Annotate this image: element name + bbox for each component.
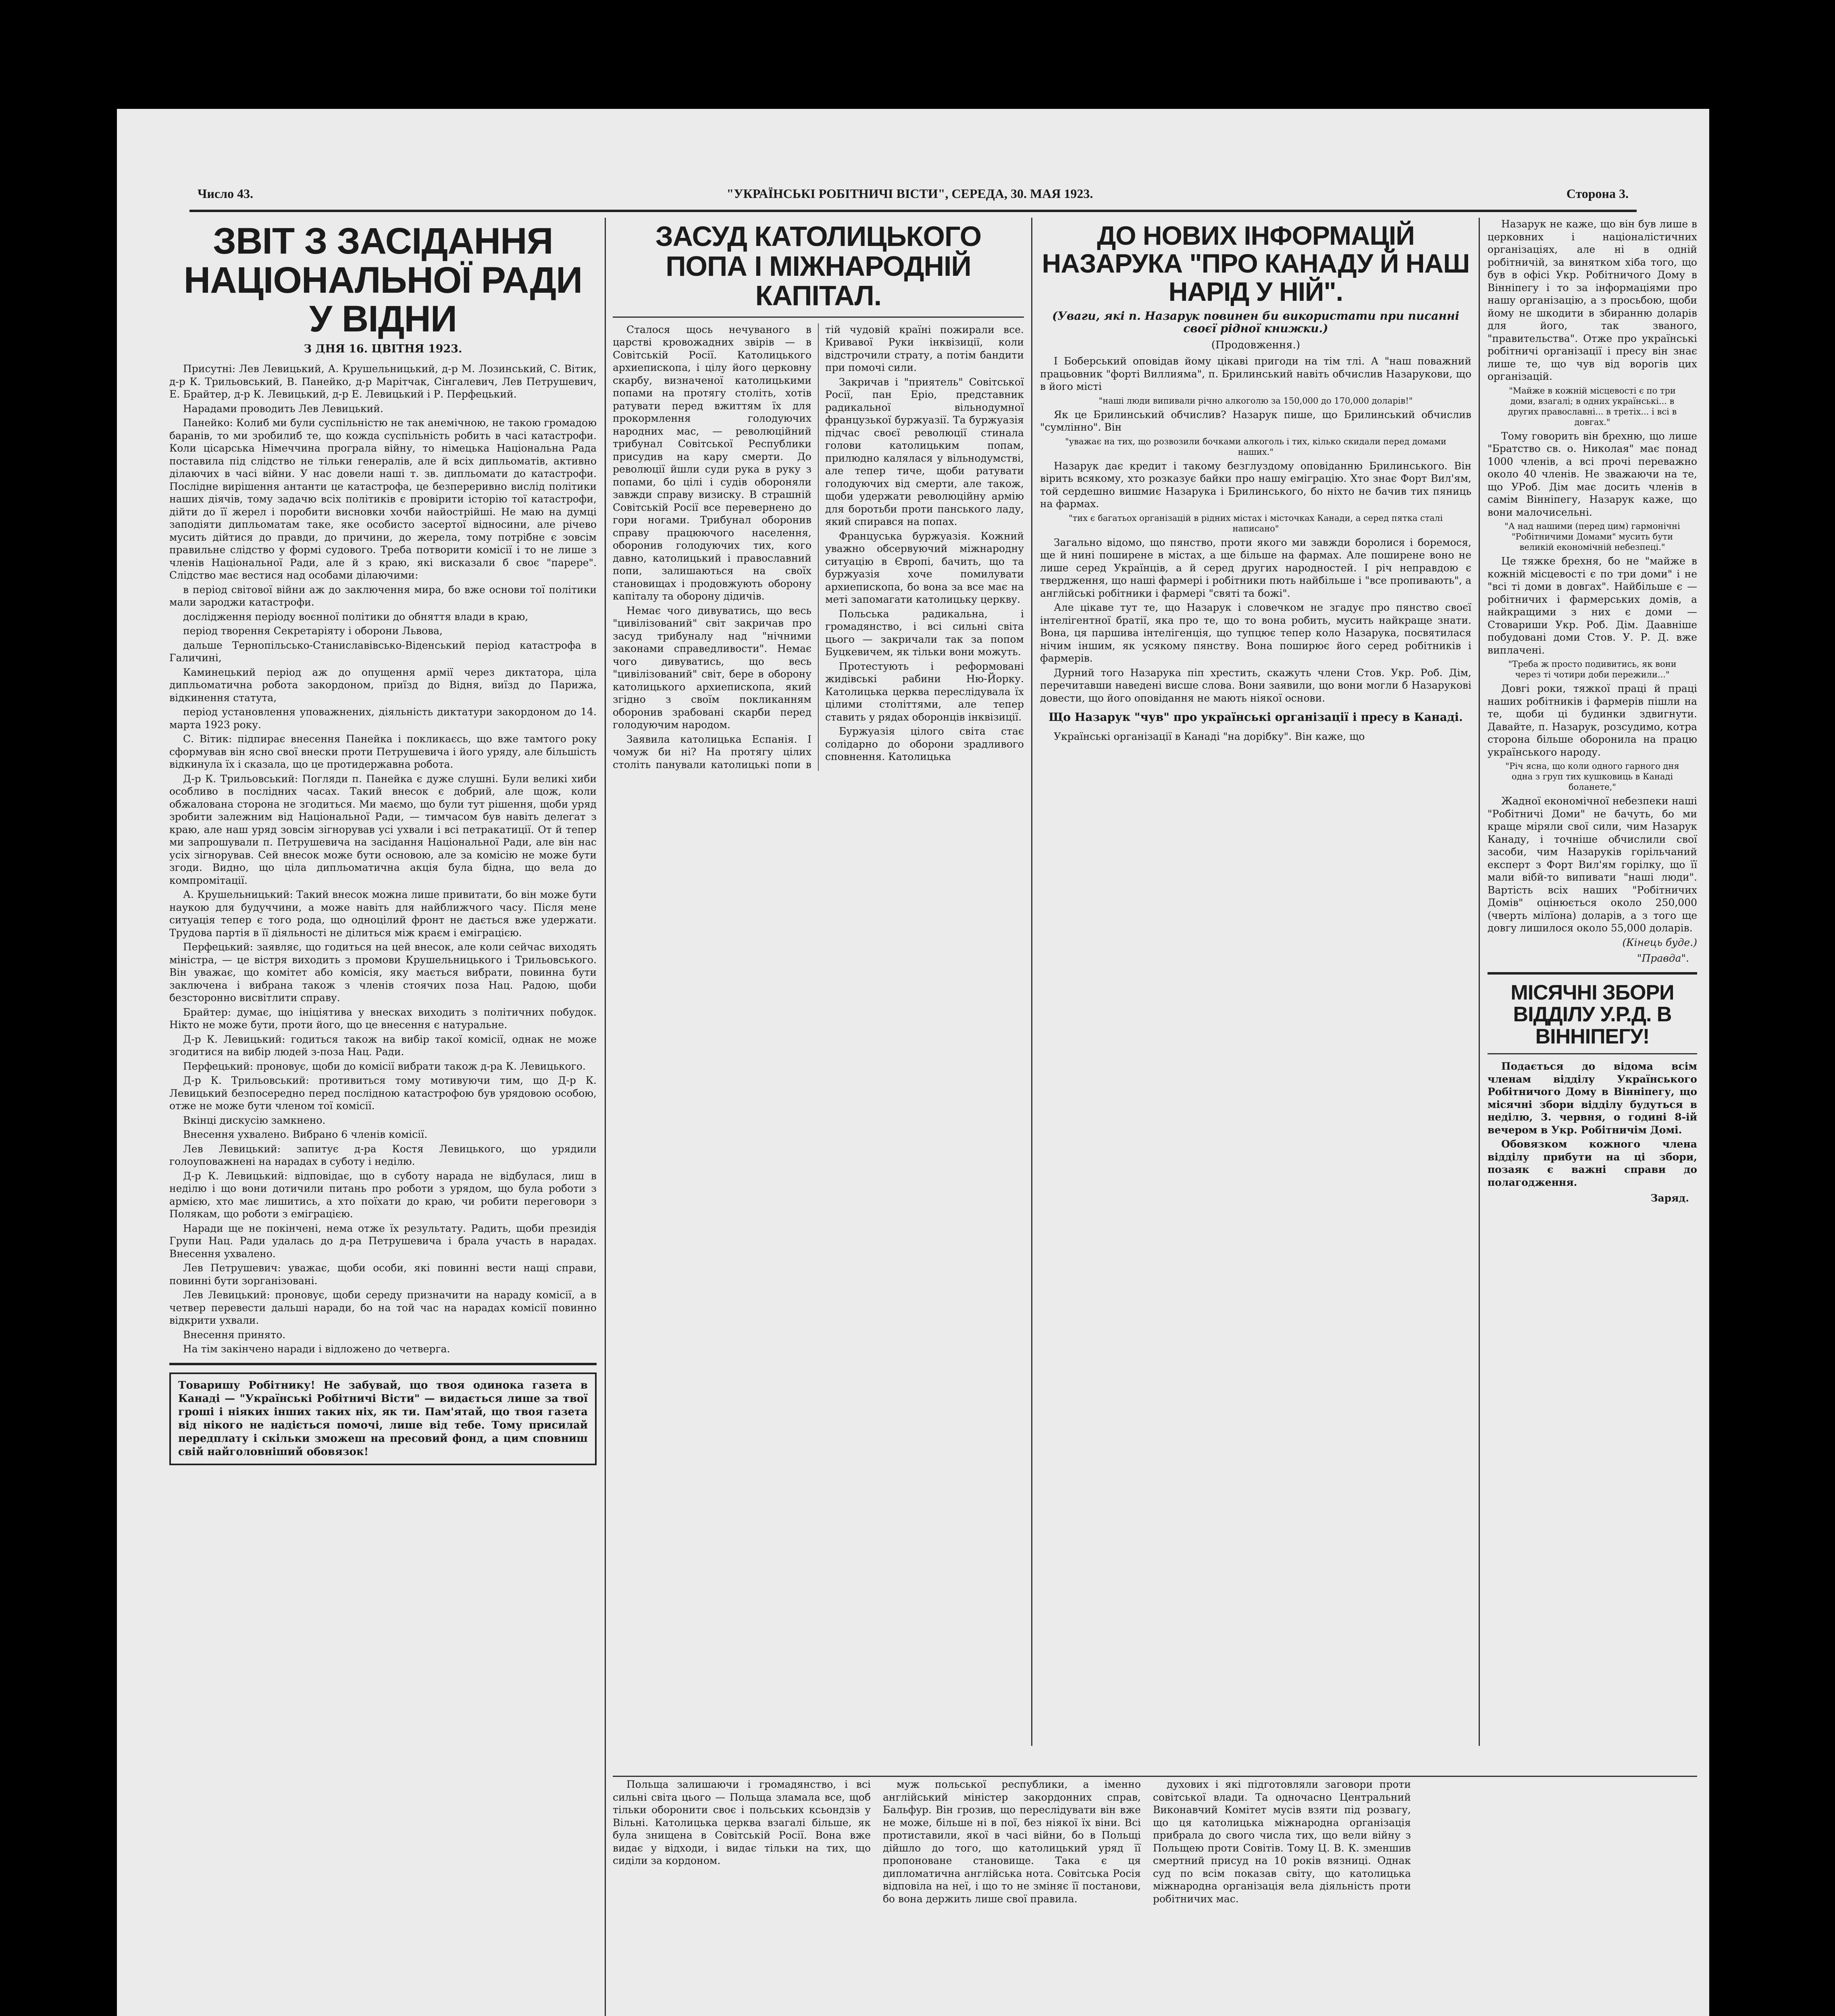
paragraph: Жадної економічної небезпеки наші "Робітничі Доми" не бачуть, бо ми краще міряли свої сили, чим Назарук Канаду, і точніше обчислили свої засоби, чим Назаруків горільчаний експерт з Форт Вил'ям горілку, що її мали вібй-то випивати "наші люди". Вартість всіх наших "Робітничих Домів" оцінюється около 250,000 (чверть мілїона) доларів, а з того ще довгу лишилося около 55,000 доларів. — [1488, 795, 1697, 934]
divider — [169, 1363, 597, 1365]
quotation: "А над нашими (перед цим) гармонічні "Робітничими Домами" мусить бути великій економічній небезпеці." — [1504, 521, 1680, 552]
paragraph: Панейко: Колиб ми були суспільністю не так анемічною, не такою громадою баранів, то ми зробилиб те, що кожда суспільність робить в часі катастрофи. Коли цісарська Німеччина програла війну, то німецька Національна Рада поставила під слідство не тільки генералів, але й всіх дипльоматів, активно ділаючих в часі війни. У нас довели наші т. зв. дипльомати до катастрофи. Послідне вирішення антанти це катастрофа, це безпереривно вислід політики наших діячів, тому задачю всіх політиків є провірити історію тої катастрофи, дійти до її жерел і поробити висновки хочби найострійші. Не маю на думці заподіяти дипльоматам таке, яке особисто засертої відносини, але річево мусить дійтися до правди, до причини, до жерела, тому потрібне є зовсім правильне слідство у формі судового. Треба потворити комісії і то не лише з членів Національної Ради, але й з краю, які висказали б своє "парере". Слідство має вестися над особами ділаючими: — [169, 417, 597, 581]
page-number: Сторона 3. — [1566, 186, 1629, 201]
meeting-signature: Заряд. — [1650, 1192, 1689, 1204]
paragraph: Лев Петрушевич: уважає, щоби особи, які повинні вести нащі справи, повинні бути зорганізовані. — [169, 1262, 597, 1287]
paragraph: Буржуазія цілого світа стає солідарно до оборони зрадливого сповнення. Католицька — [825, 725, 1024, 762]
paragraph: Каминецький період аж до опущення армії через диктатора, ціла дипльоматична робота закордоном, приїзд до Відня, виїзд до Парижа, відкинення статута, — [169, 666, 597, 704]
quotation: "Річ ясна, що коли одного гарного дня одна з груп тих кушковиць в Канаді боланете," — [1505, 761, 1679, 792]
signature-pravda: "Правда". — [1637, 952, 1689, 964]
bottom-text-2: муж польської республики, а іменно англійський міністер закордонних справ, Бальфур. Він грозив, що переслідувати він вже не може, більше ні в пої, без ніякої їх віни. Всі протиставили, якої в часі війни, бо в Польщі дійшло до того, що католицький уряд її пропоноване становище. Така є ця дипломатична англійська нота. Совітська Росія відповіла на неї, і що то не зміняє її постанови, бо вона держить лише свої правила. — [883, 1779, 1141, 1905]
column-rule — [1479, 218, 1480, 1746]
paragraph: Це тяжке брехня, бо не "майже в кожній місцевості є по три доми" і не "всі ті доми в довгах". Найбільше є — робітничих і фармерських домів, а найкращими з них є доми — Стовариши Укр. Роб. Дім. Даавніше побудовані доми Стов. У. Р. Д. вже виплачені. — [1488, 555, 1697, 656]
paragraph: Українські організації в Канаді "на дорібку". Він каже, що — [1054, 730, 1365, 742]
bottom-text-1: Польща залишаючи і громадянство, і всі сильні світа цього — Польща зламала все, щоб тільки оборонити своє і польських ксьондзів у Вільні. Католицька церква взагалі більше, як була знищена в Совітській Росії. Вона вже видає у відходи, і видає тільки на тих, що сиділи за кордоном. — [613, 1779, 871, 1866]
paragraph: Як це Брилинський обчислив? Назарук пише, що Брилинський обчислив "сумлінно". Він — [1040, 408, 1471, 433]
newspaper-page — [117, 109, 1709, 2016]
paragraph: Лев Левицький: запитує д-ра Костя Левицького, що урядили голоуповажнені на нарадах в суботу і неділю. — [169, 1143, 597, 1168]
paragraph: Загально відомо, що пянство, проти якого ми завжди боролися і боремося, ще й нині поширене в містах, а ще більше на фармах. Але поширене воно не лише серед Українців, а й серед других народностей. І річ неправдою є твердження, що наші фармері і робітники пють найбільше і "все пропивають", а англійські робітники і фармері "святі та божі". — [1040, 536, 1471, 599]
paragraph: Лев Левицький: проновує, щоби середу призначити на нараду комісії, а в четвер перевести дальші наради, бо на той час на нарадах комісії повинно відкрити ухвали. — [169, 1289, 597, 1327]
quotation: "наші люди випивали річно алкоголю за 150,000 до 170,000 доларів!" — [1099, 396, 1413, 406]
quotation: "тих є багатьох організацій в рідних містах і місточках Канади, а серед пятка сталі написано" — [1069, 513, 1443, 533]
article-body-nazaruk — [1040, 355, 1471, 743]
quotation: "Майже в кожній місцевості є по три доми, взагалі; в одних українські... в других православні... в третіх... і всі в довгах." — [1508, 385, 1677, 427]
article-title-priest: ЗАСУД КАТОЛИЦЬКОГО ПОПА І МІЖНАРОДНІЙ КАПІТАЛ. — [655, 221, 982, 311]
paragraph: Д-р К. Левицький: годиться також на вибір такої комісії, однак не може згодитися на вибір людей з-поза Нац. Ради. — [169, 1033, 597, 1058]
article-body-council — [169, 362, 597, 1356]
article-body-priest — [613, 323, 1024, 771]
paragraph: І Боберський оповідав йому цікаві пригоди на тім тлі. А "наш поважний працьовник "форті Виллияма", п. Брилинський навіть обчислив Назарукови, що в його місті — [1040, 355, 1471, 393]
paragraph: Перфецький: проновує, щоби до комісії вибрати також д-ра К. Левицького. — [183, 1060, 586, 1072]
paragraph: Француська буржуазія. Кожний уважно обсервуючий міжнародну ситуацію в Європі, бачить, що та буржуазія хоче помилувати архиепископа, бо вона за все має на меті запомагати католицьку церкву. — [825, 530, 1024, 605]
paragraph: дослідження періоду воєнної політики до обняття влади в краю, — [183, 610, 528, 623]
masthead-line: "УКРАЇНСЬКІ РОБІТНИЧІ ВІСТИ", СЕРЕДА, 30. МАЯ 1923. — [726, 186, 1093, 201]
paragraph: (Кінець буде.) — [1622, 936, 1697, 948]
appeal-box: Товаришу Робітнику! Не забувай, що твоя одинока газета в Канаді — "Українські Робітничі Вісти" — видається лише за твої гроші і ніяких інших таких ніх, як ти. Пам'ятай, що твоя газета від нікого не надіється помочі, лише від тебе. Тому присилай передплату і скільки зможеш на пресовий фонд, а цим сповниш свій найголовніший обовязок! — [169, 1372, 597, 1465]
meeting-text: Подається до відома всім членам відділу Українського Робітничого Дому в Вінніпегу, що місячні збори відділу будуться в неділю, 3. червня, о годині 8-ій вечером в Укр. Робітничім Домі. — [1488, 1060, 1697, 1136]
bottom-col-2 — [883, 1778, 1141, 2016]
column-catholic-priest — [613, 218, 1024, 1762]
paragraph: Закричав і "приятель" Совітської Росії, пан Еріо, представник радикальної вільнодумної французької буржуазії. Та буржуазія підчас своєї революції стинала голови католицьким попам, прилюдно калялася у вільнодумстві, але тепер тиче, щоби ратувати голодуючих від смерти, але також, щоби удержати революційну армію для боротьби проти панського ладу, який спирався на попах. — [825, 376, 1024, 527]
paragraph: період установлення уповажнених, діяльність диктатури закордоном до 14. марта 1923 року. — [169, 706, 597, 731]
article-subtitle: (Уваги, які п. Назарук повинен би використати при писанні своєї рідної книжки.) — [1052, 309, 1459, 335]
paragraph: період творення Секретаріяту і оборони Львова, — [183, 625, 443, 637]
paragraph: С. Вітик: підпирає внесення Панейка і покликаєсь, що вже тамтого року сформував він ясно свої внески проти Петрушевича і його уряду, але більшість відкинула їх і сказала, що це протидержавна робота. — [169, 733, 597, 771]
divider — [1488, 1053, 1697, 1054]
divider — [1488, 972, 1697, 975]
bottom-col-3 — [1153, 1778, 1411, 2016]
paragraph: Сталося щось нечуваного в царстві кровожадних звірів — в Совітській Росії. Католицького архиепископа, і цілу його церковну скарбу, визначеної католицькими попами на протягу століть, хотів ратувати перед вжиттям їх для прокормлення голодуючих народних мас, — революційний трибунал Совітської Республики присудив на кару смерти. До революції йшли суди рука в руку з попами, бо цілі і судів обороняли завжди справу визиску. В страшній Совітській Росії все перевернено до гори ногами. Трибунал оборонив справу працюючого населення, оборонив голодуючих тих, кого давно, католицький і православний попи, залишаються на своїх становищах і продовжують оборону капіталу та оборону дідичів. — [613, 323, 811, 602]
paragraph: Д-р К. Трильовський: противиться тому мотивуючи тим, що Д-р К. Левицький безпосередно перед послідною катастрофою був урядовою особою, отже не може бути членом тої комісії. — [169, 1075, 597, 1112]
paragraph: Тому говорить він брехню, що лише "Братство св. о. Николая" має понад 1000 членів, а всі прочі переважно около 40 членів. Не зважаючи на те, що УРоб. Дім має досить членів в самім Вінніпегу, Назарук каже, що вони малочисельні. — [1488, 430, 1697, 518]
paragraph: Заявила католицька Еспанія. І чомуж би ні? На протягу цілих століть панували католицькі попи в тій чудовій країні пожирали все. Кривавої Руки інквізиції, коли відстрочили страту, а потім бандити при помочі сили. — [613, 323, 1024, 771]
paragraph: Нарадами проводить Лев Левицький. — [183, 402, 383, 414]
column-nazaruk — [1040, 218, 1471, 1762]
paragraph: Брайтер: думає, що ініціятива у внесках виходить з політичних побудок. Нікто не може бути, проти його, що це внесення є натуральне. — [169, 1006, 597, 1031]
meeting-title: МІСЯЧНІ ЗБОРИ ВІДДІЛУ У.Р.Д. В ВІННІПЕГУ! — [1510, 981, 1674, 1048]
paragraph: Д-р К. Левицький: відповідає, що в суботу нарада не відбулася, лиш в неділю і що вони дотичили питань про роботи з урядом, що була роботи з армією, хто має лишитись, а хто поїхати до краю, чи робити переговори з Полякам, що роботи з еміграцією. — [169, 1170, 597, 1220]
article-body-continued — [1488, 218, 1697, 949]
quotation: "уважає на тих, що розвозили бочками алкоголь і тих, кілько скидали перед домами наших." — [1065, 436, 1446, 457]
meeting-text-2: Обовязком кожного члена відділу прибути на ці збори, позаяк є важні справи до полагодження. — [1488, 1138, 1697, 1188]
column-rule — [605, 218, 606, 2016]
paragraph: Довгі роки, тяжкої праці й праці наших робітників і фармерів пішли на те, щоби ці будинки здвигнути. Давайте, п. Назарук, розсудимо, котра сторона більше оборонила на працю українського народу. — [1488, 683, 1697, 758]
article-title-council: ЗВІТ З ЗАСІДАННЯ НАЦІОНАЛЬНОЇ РАДИ У ВІДНИ — [183, 221, 583, 340]
paragraph: Польська радикальна, і громадянство, і всі сильні світа цього — закричали так за попом Буцкевичем, як тільки вони можуть. — [825, 608, 1024, 658]
bottom-text-3: духових і які підготовляли заговори проти совітської влади. Та одночасно Центральний Виконавчий Комітет мусів взяти під розвагу, що ця католицька міжнародна організація прибрала до свого числа тих, що вели війну з Польщею проти Совітів. Тому Ц. В. К. зменшив смертний присуд на 10 років вязниці. Однак суд по всім показав світу, що католицька міжнародна організація вела діяльність проти робітничих мас. — [1153, 1779, 1411, 1905]
paragraph: Немає чого дивуватись, що весь "цивілізований" світ закричав про засуд трибуналу над "нічними законами справедливости". Немає чого дивуватись, що весь "цивілізований" світ, бере в оборону католицького архиепископа, який згідно з своїм покликанням оборонив зрабовані скарби перед голодуючим народом. — [613, 604, 811, 731]
bottom-rule — [613, 1776, 1697, 1777]
paragraph: Внесення принято. — [183, 1329, 286, 1341]
paragraph: Дурний того Назарука піп хрестить, скажуть члени Стов. Укр. Роб. Дім, перечитавши наведені висше слова. Вони заявили, що вони могли б Назарукові довести, що його оповідання не мають ніякої основи. — [1040, 666, 1471, 704]
article-title-nazaruk: ДО НОВИХ ІНФОРМАЦІЙ НАЗАРУКА "ПРО КАНАДУ Й НАШ НАРІД У НІЙ". — [1042, 221, 1470, 306]
column-council-report — [169, 218, 597, 2016]
paragraph: Назарук не каже, що він був лише в церковних і націоналістичних організаціях, але ні в одній робітничій, за винятком хіба того, що був в офісі Укр. Робітничого Дому в Вінніпегу і то за інформаціями про нашу організацію, а з просьбою, щоби йому не шкодити в збиранню доларів для його, так званого, "правительства". Отже про українські робітничі організації і пресу він знає лише те, що чув від ворогів цих організацій. — [1488, 218, 1697, 382]
paragraph: Назарук дає кредит і такому безглуздому оповіданню Брилинського. Він вірить всякому, хто розказує байки про нашу еміграцію. Хто знає Форт Вил'ям, той сердешно вишмиє Назарука і Брилинського, бо ніхто не бачив тих пяниць на фармах. — [1040, 460, 1471, 510]
page-header — [198, 181, 1629, 206]
paragraph: Перфецький: заявляє, що годиться на цей внесок, але коли сейчас виходять міністра, — це вістря виходить з промови Крушельницького і Трильовського. Він уважає, що комітет або комісія, яку мається вибрати, повинна бути заключена і вибрана також з членів стоячих поза Нац. Радою, щоби безсторонно висвітлити справу. — [169, 941, 597, 1004]
continued-note: (Продовження.) — [1211, 339, 1300, 351]
bottom-col-1 — [613, 1778, 871, 2016]
issue-number: Число 43. — [198, 186, 254, 201]
column-rule — [1031, 218, 1032, 1746]
paragraph: Присутні: Лев Левицький, А. Крушельницький, д-р М. Лозинський, С. Вітик, д-р К. Трильовський, В. Панейко, д-р Марітчак, Сінгалевич, Лев Петрушевич, Е. Брайтер, д-р К. Левицький, д-р Е. Левицький і Р. Перфецький. — [169, 363, 597, 400]
subheading: Що Назарук "чув" про українські організації і пресу в Канаді. — [1049, 710, 1463, 724]
paragraph: Наради ще не покінчені, нема отже їх результату. Радить, щоби президія Групи Нац. Ради удалась до д-ра Петрушевича і брала участь в нарадах. Внесення ухвалено. — [169, 1222, 597, 1260]
paragraph: Внесення ухвалено. Вибрано 6 членів комісії. — [183, 1129, 428, 1141]
quotation: "Треба ж просто подивитись, як вони через ті чотири доби пережили..." — [1508, 659, 1677, 679]
divider — [613, 317, 1024, 318]
article-date: З ДНЯ 16. ЦВІТНЯ 1923. — [304, 342, 462, 355]
header-rule — [189, 210, 1637, 212]
paragraph: Вкінці дискусію замкнено. — [183, 1114, 326, 1126]
column-nazaruk-continued — [1488, 218, 1697, 2016]
paragraph: Протестують і реформовані жидівські рабини Ню-Йорку. Католицька церква переслідувала їх цілими століттями, але тепер ставить у рядах оборонців інквізиції. — [825, 660, 1024, 723]
paragraph: На тім закінчено наради і відложено до четверга. — [183, 1343, 450, 1355]
paragraph: в період світової війни аж до заключення мира, бо вже основи тої політики мали зароджи катастрофи. — [169, 583, 597, 608]
paragraph: Д-р К. Трильовський: Погляди п. Панейка є дуже слушні. Були великі хиби особливо в послідних часах. Такий внесок є добрий, але щож, коли обжалована сторона не згодиться. Ми маємо, що були тут рішення, щоби уряд зробити залежним від Національної Ради, — тимчасом був навіть делегат з краю, але наш уряд зовсім зігнорував усі ухвали і всі петракатиції. От й тепер ми запрошували п. Петрушевича на засідання Національної Ради, але він нас усіх зігнорував. Сей внесок може бути основою, але за комісію не може бути згоди. Видно, що ціла дипльоматична акція була бідна, що вела до компромітації. — [169, 773, 597, 886]
paragraph: дальше Тернопільсько-Станиславівсько-Віденський період катастрофа в Галичині, — [169, 639, 597, 664]
paragraph: А. Крушельницький: Такий внесок можна лише привитати, бо він може бути наукою для будуччини, а може навіть для найближчого часу. Після мене ситуація тепер є того рода, що одноцілий фронт не дається вже удержати. Трудова партія в її діяльності не ділиться між краєм і еміграцією. — [169, 889, 597, 939]
paragraph: Але цікаве тут те, що Назарук і словечком не згадує про пянство своєї інтелігентної братії, яка про те, що то вона робить, мусить найкраще знати. Вона, ця паршива інтелігенція, що тупцює тепер коло Назарука, посвятилася нічим іншим, як усякому пянству. Вона поширює його серед робітників і фармерів. — [1040, 602, 1471, 664]
